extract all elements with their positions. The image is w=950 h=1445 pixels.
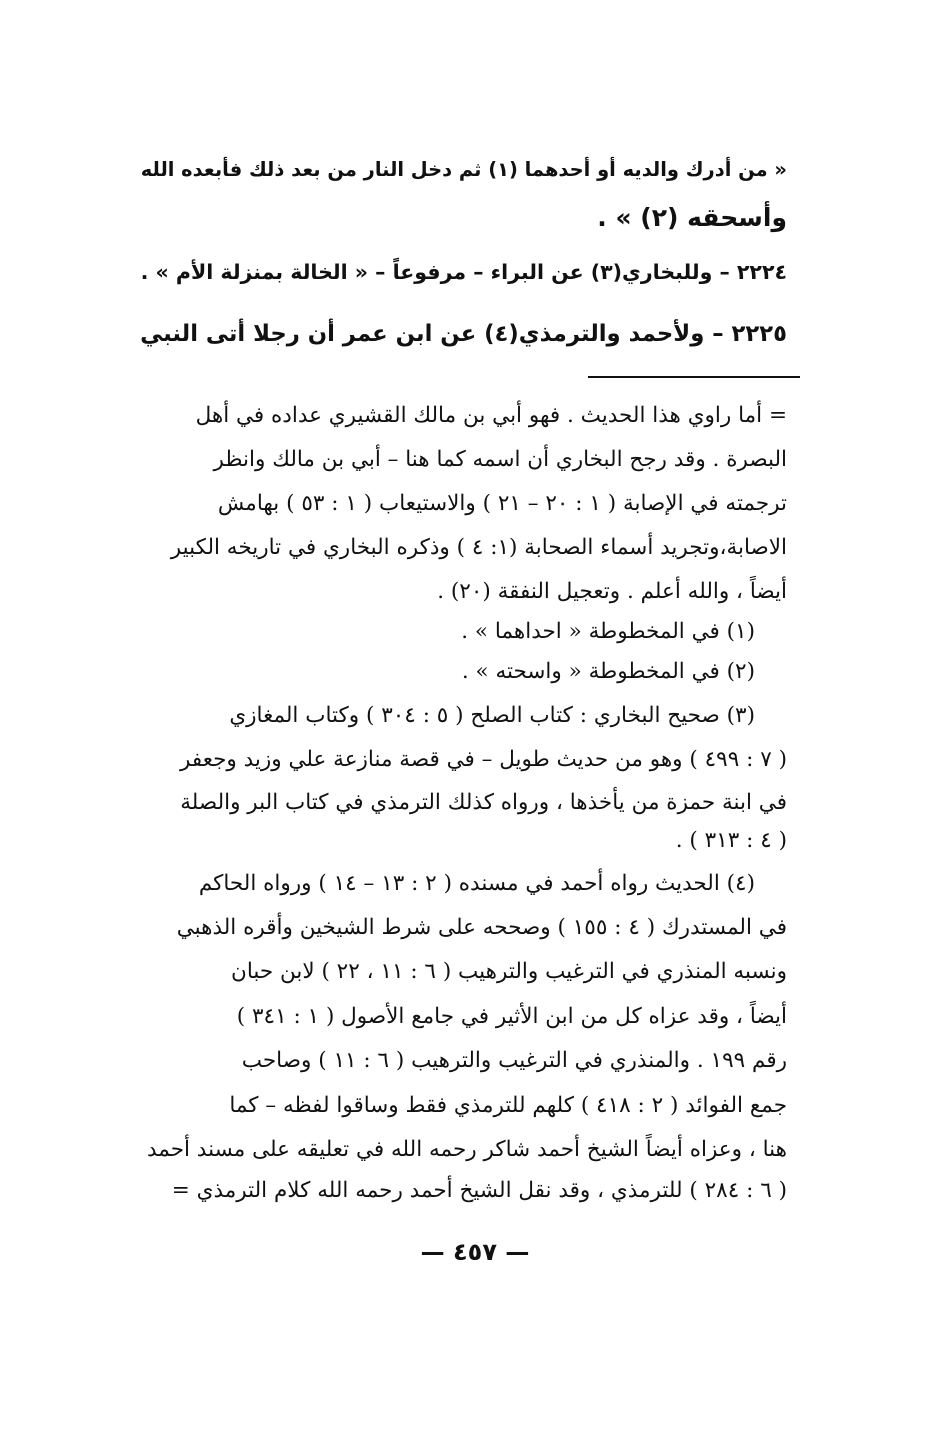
footnote-line: البصرة . وقد رجح البخاري أن اسمه كما هنا – أبي بن مالك وانظر xyxy=(213,447,787,472)
footnote-line: في ابنة حمزة من يأخذها ، ورواه كذلك الترمذي في كتاب البر والصلة xyxy=(180,790,787,815)
footnote-line: في المستدرك ( ٤ : ١٥٥ ) وصححه على شرط الشيخين وأقره الذهبي xyxy=(176,915,787,940)
footnote-line: ونسبه المنذري في الترغيب والترهيب ( ٦ : ١١ ، ٢٢ ) لابن حبان xyxy=(231,959,787,984)
footnote-line: (٣) صحيح البخاري : كتاب الصلح ( ٥ : ٣٠٤ ) وكتاب المغازي xyxy=(229,703,755,728)
main-line-3: ٢٢٢٤ – وللبخاري(٣) عن البراء – مرفوعاً – « الخالة بمنزلة الأم » . xyxy=(140,260,787,284)
footnote-line: (٢) في المخطوطة « واسحته » . xyxy=(461,659,755,684)
footnote-line: أيضاً ، والله أعلم . وتعجيل النفقة (٢٠) . xyxy=(437,579,787,604)
footnote-line: الاصابة،وتجريد أسماء الصحابة (١: ٤ ) وذكره البخاري في تاريخه الكبير xyxy=(170,535,787,560)
footnote-separator xyxy=(588,376,800,378)
footnote-line: ( ٧ : ٤٩٩ ) وهو من حديث طويل – في قصة منازعة علي وزيد وجعفر xyxy=(179,747,787,772)
footnote-line: ترجمته في الإصابة ( ١ : ٢٠ – ٢١ ) والاستيعاب ( ١ : ٥٣ ) بهامش xyxy=(217,491,787,516)
footnote-line: جمع الفوائد ( ٢ : ٤١٨ ) كلهم للترمذي فقط وساقوا لفظه – كما xyxy=(229,1093,787,1118)
footnote-line: = أما راوي هذا الحديث . فهو أبي بن مالك القشيري عداده في أهل xyxy=(195,403,787,428)
footnote-line: أيضاً ، وقد عزاه كل من ابن الأثير في جامع الأصول ( ١ : ٣٤١ ) xyxy=(236,1004,787,1029)
footnote-line: (١) في المخطوطة « احداهما » . xyxy=(461,619,755,644)
footnote-line: هنا ، وعزاه أيضاً الشيخ أحمد شاكر رحمه الله في تعليقه على مسند أحمد xyxy=(146,1137,787,1162)
footnote-line: رقم ١٩٩ . والمنذري في الترغيب والترهيب ( ٦ : ١١ ) وصاحب xyxy=(241,1048,787,1073)
main-line-2: وأسحقه (٢) » . xyxy=(597,203,787,232)
footnote-line: (٤) الحديث رواه أحمد في مسنده ( ٢ : ١٣ – ١٤ ) ورواه الحاكم xyxy=(198,871,755,896)
footnote-line: ( ٤ : ٣١٣ ) . xyxy=(675,828,787,853)
page-number: — ٤٥٧ — xyxy=(420,1238,530,1266)
main-line-1: « من أدرك والديه أو أحدهما (١) ثم دخل النار من بعد ذلك فأبعده الله xyxy=(140,158,787,181)
footnote-line: ( ٦ : ٢٨٤ ) للترمذي ، وقد نقل الشيخ أحمد رحمه الله كلام الترمذي = xyxy=(171,1178,787,1203)
main-line-4: ٢٢٢٥ – ولأحمد والترمذي(٤) عن ابن عمر أن رجلا أتى النبي xyxy=(140,321,787,347)
